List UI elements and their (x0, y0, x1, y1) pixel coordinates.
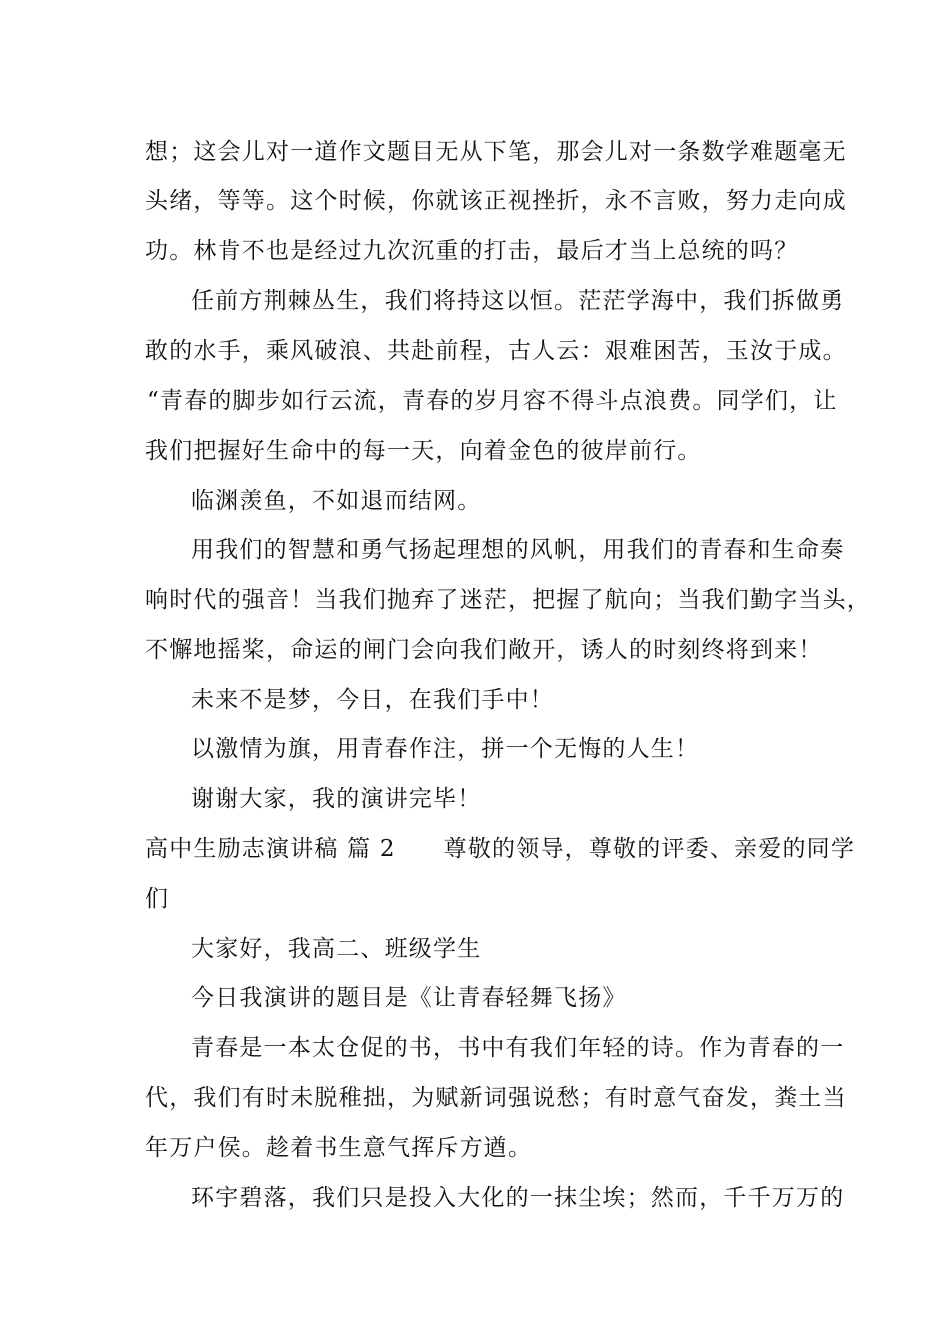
section-heading-line (145, 834, 855, 864)
paragraph-line: 用我们的智慧和勇气扬起理想的风帆，用我们的青春和生命奏 (191, 537, 845, 563)
paragraph-line: 青春是一本太仓促的书，书中有我们年轻的诗。作为青春的一 (191, 1035, 845, 1061)
paragraph-line: 头绪，等等。这个时候，你就该正视挫折，永不言败，努力走向成 (145, 188, 847, 214)
paragraph-line: “青春的脚步如行云流，青春的岁月容不得斗点浪费。同学们，让 (147, 388, 838, 414)
paragraph-line: 代，我们有时未脱稚拙，为赋新词强说愁；有时意气奋发，粪土当 (145, 1085, 847, 1111)
paragraph-line: 环宇碧落，我们只是投入大化的一抹尘埃；然而，千千万万的 (191, 1185, 845, 1211)
section-title: 高中生励志演讲稿 篇 2 (145, 836, 396, 862)
paragraph-line: 们 (145, 886, 170, 912)
paragraph-line: 今日我演讲的题目是《让青春轻舞飞扬》 (191, 985, 627, 1011)
paragraph-line: 以激情为旗，用青春作注，拼一个无悔的人生！ (191, 736, 700, 762)
paragraph-line: 大家好，我高二、班级学生 (191, 936, 482, 962)
paragraph-line: 敢的水手，乘风破浪、共赴前程，古人云：艰难困苦，玉汝于成。 (145, 338, 847, 364)
paragraph-line: 临渊羡鱼，不如退而结网。 (191, 488, 482, 514)
paragraph-line: 任前方荆棘丛生，我们将持这以恒。茫茫学海中，我们拆做勇 (191, 288, 845, 314)
paragraph-line: 响时代的强音！当我们抛弃了迷茫，把握了航向；当我们勤字当头， (145, 587, 871, 613)
paragraph-line: 谢谢大家，我的演讲完毕！ (191, 786, 482, 812)
section-title-continuation: 尊敬的领导，尊敬的评委、亲爱的同学 (443, 836, 856, 862)
paragraph-line: 我们把握好生命中的每一天，向着金色的彼岸前行。 (145, 438, 702, 464)
paragraph-line: 不懈地摇桨，命运的闸门会向我们敞开，诱人的时刻终将到来！ (145, 637, 823, 663)
paragraph-line: 功。林肯不也是经过九次沉重的打击，最后才当上总统的吗？ (145, 238, 799, 264)
paragraph-line: 未来不是梦，今日，在我们手中！ (191, 687, 554, 713)
paragraph-line: 想；这会儿对一道作文题目无从下笔，那会儿对一条数学难题毫无 (145, 139, 847, 165)
paragraph-line: 年万户侯。趁着书生意气挥斥方遒。 (145, 1135, 533, 1161)
